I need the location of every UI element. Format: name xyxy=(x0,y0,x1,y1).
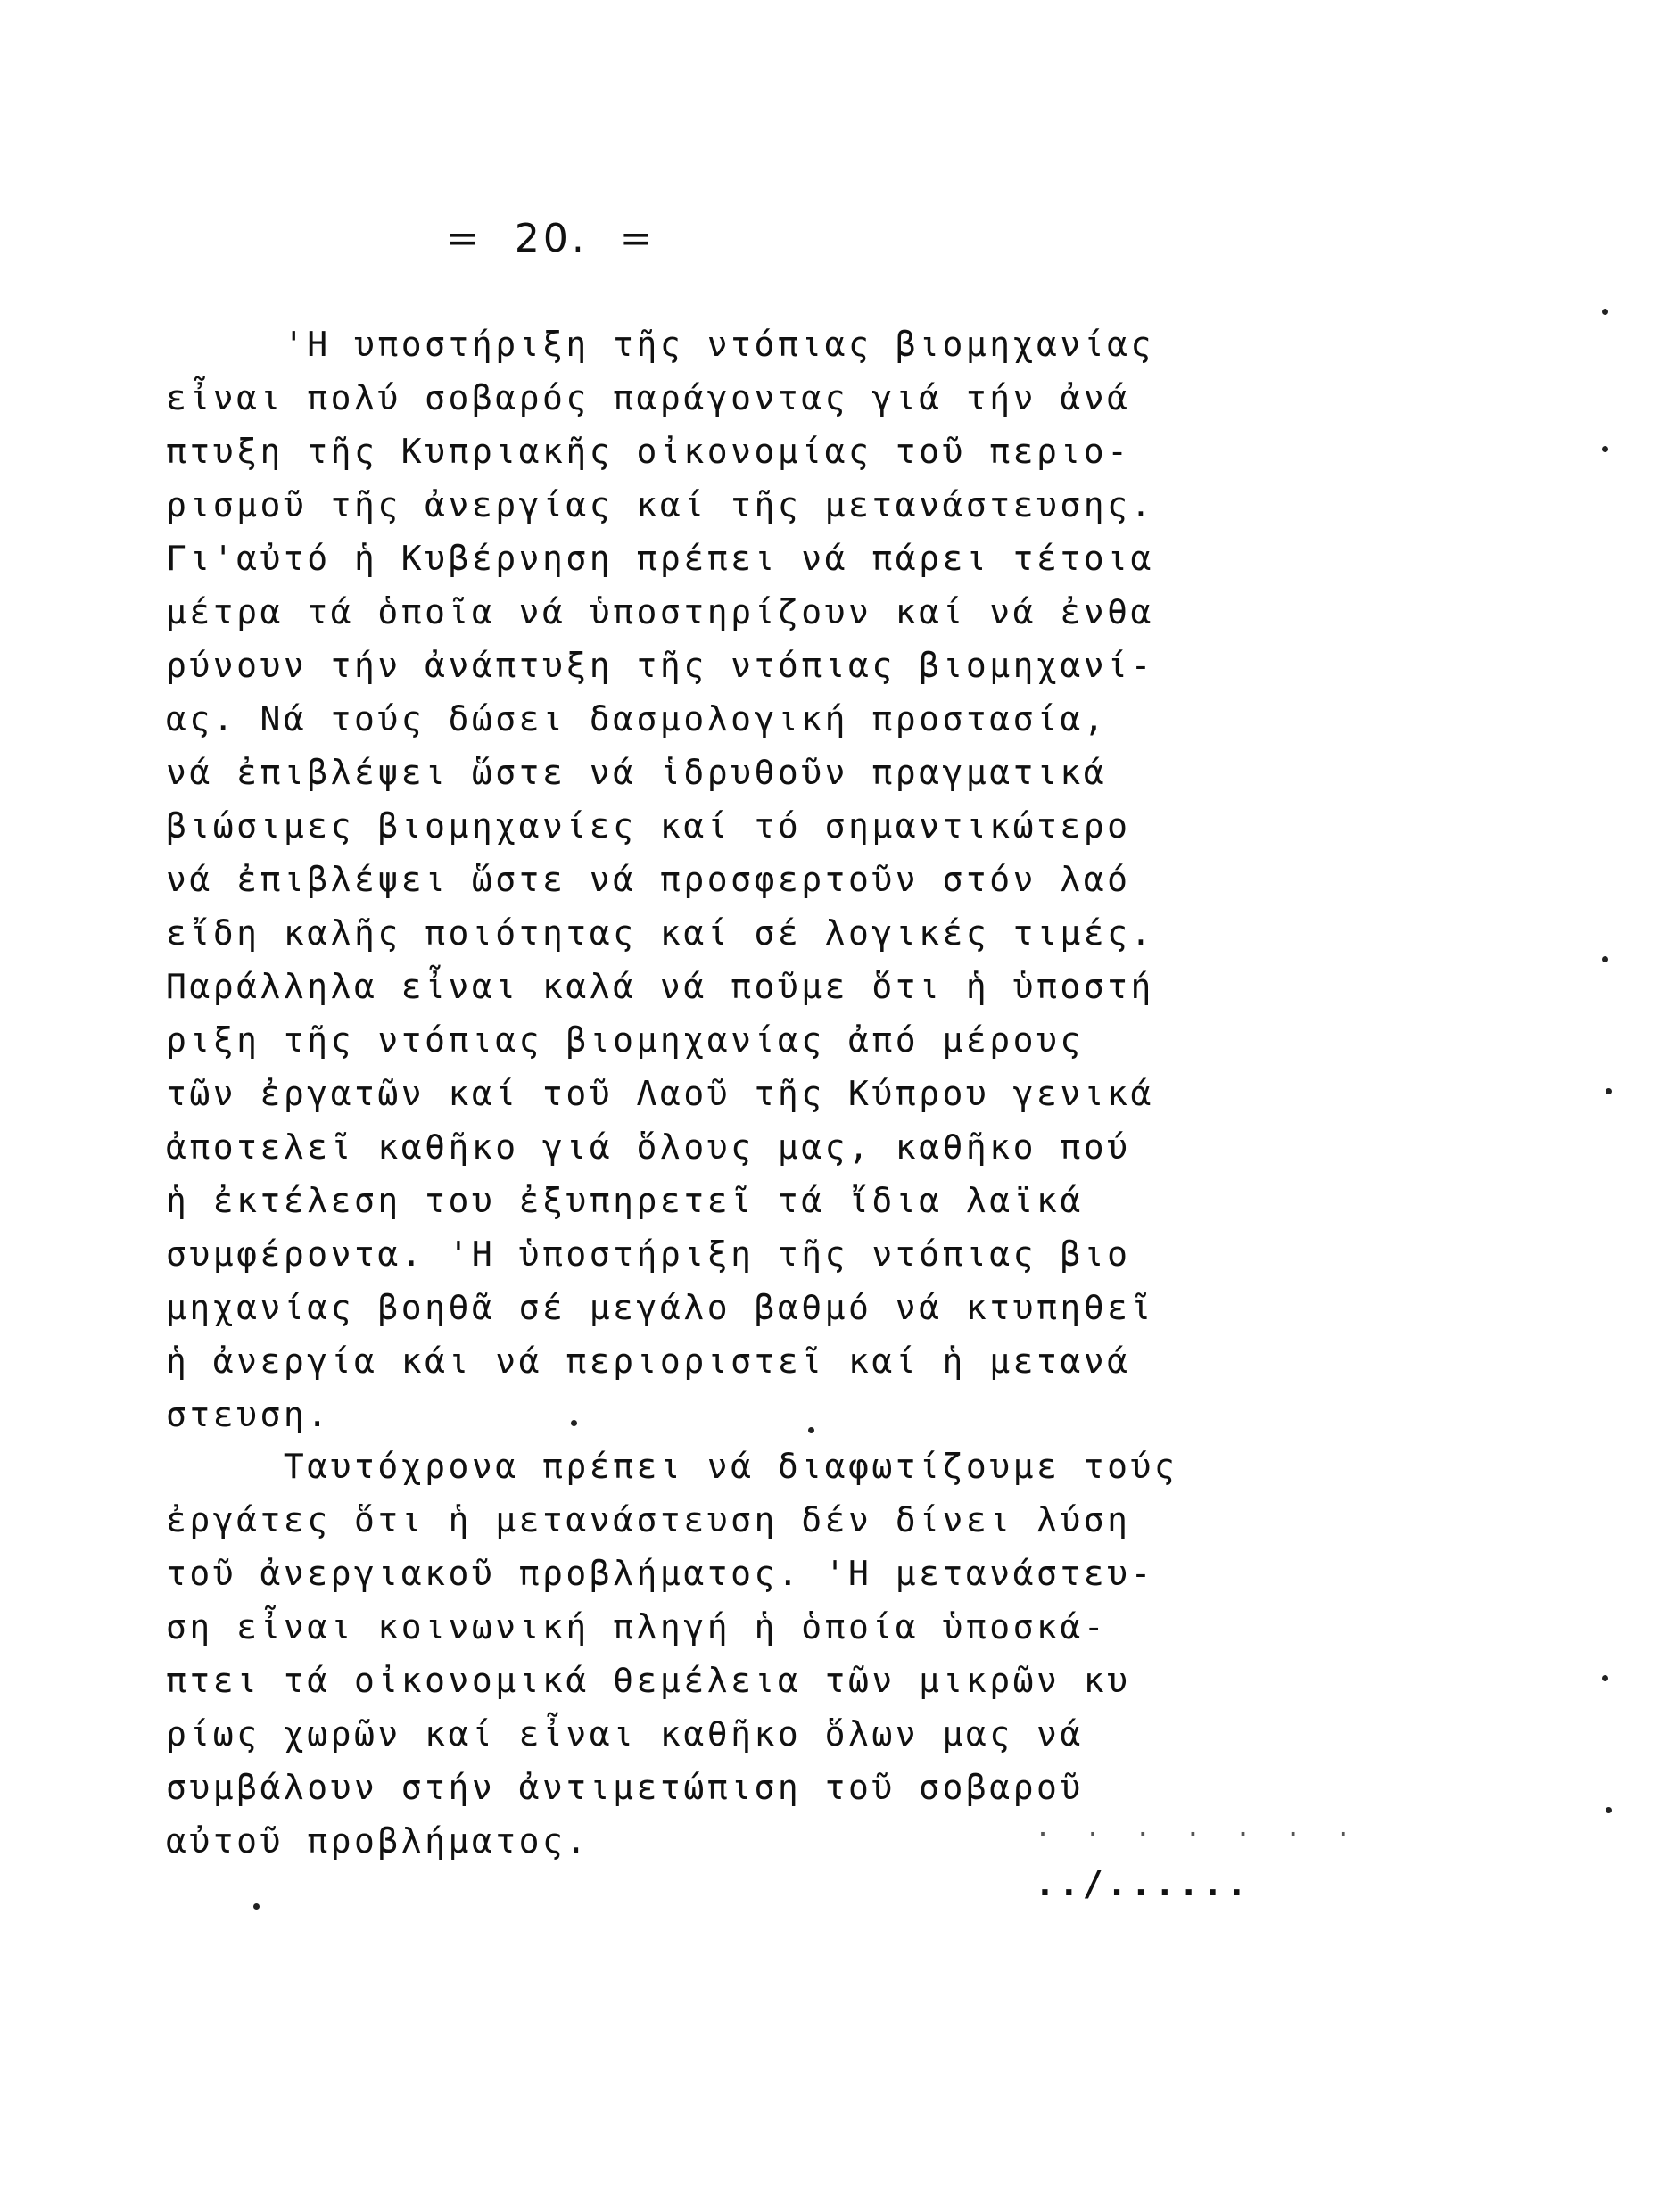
text-line: ρίως χωρῶν καί εἶναι καθῆκο ὅλων μας νά xyxy=(166,1714,1084,1754)
text-line: στευση. xyxy=(166,1395,331,1434)
scan-speck xyxy=(1602,1675,1608,1681)
text-line: Γι'αὐτό ἡ Κυβέρνηση πρέπει νά πάρει τέτοια xyxy=(166,539,1154,578)
text-line: 'Η υποστήριξη τῆς ντόπιας βιομηχανίας xyxy=(166,325,1154,364)
text-line: ἀποτελεῖ καθῆκο γιά ὅλους μας, καθῆκο πού xyxy=(166,1127,1131,1167)
text-line: ας. Νά τούς δώσει δασμολογική προστασία, xyxy=(166,699,1108,739)
text-line: ρισμοῦ τῆς ἀνεργίας καί τῆς μετανάστευσης. xyxy=(166,485,1154,524)
text-line: τοῦ ἀνεργιακοῦ προβλήματος. 'Η μετανάστευ- xyxy=(166,1554,1154,1593)
text-line: Ταυτόχρονα πρέπει νά διαφωτίζουμε τούς xyxy=(166,1447,1178,1486)
text-line: τῶν ἐργατῶν καί τοῦ Λαοῦ τῆς Κύπρου γενικά xyxy=(166,1074,1154,1113)
dotted-leader: · · · · · · · xyxy=(1035,1820,1360,1851)
text-line: εἴδη καλῆς ποιότητας καί σέ λογικές τιμές. xyxy=(166,913,1154,953)
scan-speck xyxy=(1602,446,1608,452)
text-line: ἐργάτες ὅτι ἡ μετανάστευση δέν δίνει λύση xyxy=(166,1500,1131,1539)
text-line: πτυξη τῆς Κυπριακῆς οἰκονομίας τοῦ περιο- xyxy=(166,432,1131,471)
text-line: συμβάλουν στήν ἀντιμετώπιση τοῦ σοβαροῦ xyxy=(166,1768,1084,1807)
text-line: ἡ ἐκτέλεση του ἐξυπηρετεῖ τά ἴδια λαϊκά xyxy=(166,1181,1084,1220)
text-line: αὐτοῦ προβλήματος. xyxy=(166,1821,590,1861)
scan-speck xyxy=(253,1903,260,1910)
scan-speck xyxy=(1606,1807,1612,1813)
text-line: ἡ ἀνεργία κάι νά περιοριστεῖ καί ἡ μετανά xyxy=(166,1341,1131,1381)
body-paragraph-2 xyxy=(166,1440,1343,1868)
scan-speck xyxy=(1602,309,1608,315)
text-line: πτει τά οἰκονομικά θεμέλεια τῶν μικρῶν κυ xyxy=(166,1661,1131,1700)
body-paragraph-1 xyxy=(166,318,1343,1441)
text-line: νά ἐπιβλέψει ὥστε νά ἱδρυθοῦν πραγματικά xyxy=(166,753,1108,792)
text-line: ριξη τῆς ντόπιας βιομηχανίας ἀπό μέρους xyxy=(166,1020,1084,1060)
scan-speck xyxy=(1602,956,1608,962)
scan-speck xyxy=(571,1420,577,1426)
text-line: εἶναι πολύ σοβαρός παράγοντας γιά τήν ἀνά xyxy=(166,378,1131,417)
text-line: μηχανίας βοηθᾶ σέ μεγάλο βαθμό νά κτυπηθεῖ xyxy=(166,1288,1154,1327)
continuation-marker: ../...... xyxy=(1035,1864,1251,1903)
scan-speck xyxy=(1606,1088,1612,1094)
page-number: = 20. = xyxy=(446,216,656,261)
scan-speck xyxy=(808,1427,814,1433)
text-line: ρύνουν τήν ἀνάπτυξη τῆς ντόπιας βιομηχανί- xyxy=(166,646,1154,685)
text-line: νά ἐπιβλέψει ὥστε νά προσφερτοῦν στόν λαό xyxy=(166,860,1131,899)
text-line: συμφέροντα. 'Η ὑποστήριξη τῆς ντόπιας βιο xyxy=(166,1234,1131,1274)
text-line: βιώσιμες βιομηχανίες καί τό σημαντικώτερο xyxy=(166,806,1131,846)
text-line: Παράλληλα εἶναι καλά νά ποῦμε ὅτι ἡ ὑποστή xyxy=(166,967,1154,1006)
text-line: ση εἶναι κοινωνική πληγή ἡ ὁποία ὑποσκά- xyxy=(166,1607,1108,1647)
text-line: μέτρα τά ὁποῖα νά ὑποστηρίζουν καί νά ἐνθα xyxy=(166,592,1154,631)
